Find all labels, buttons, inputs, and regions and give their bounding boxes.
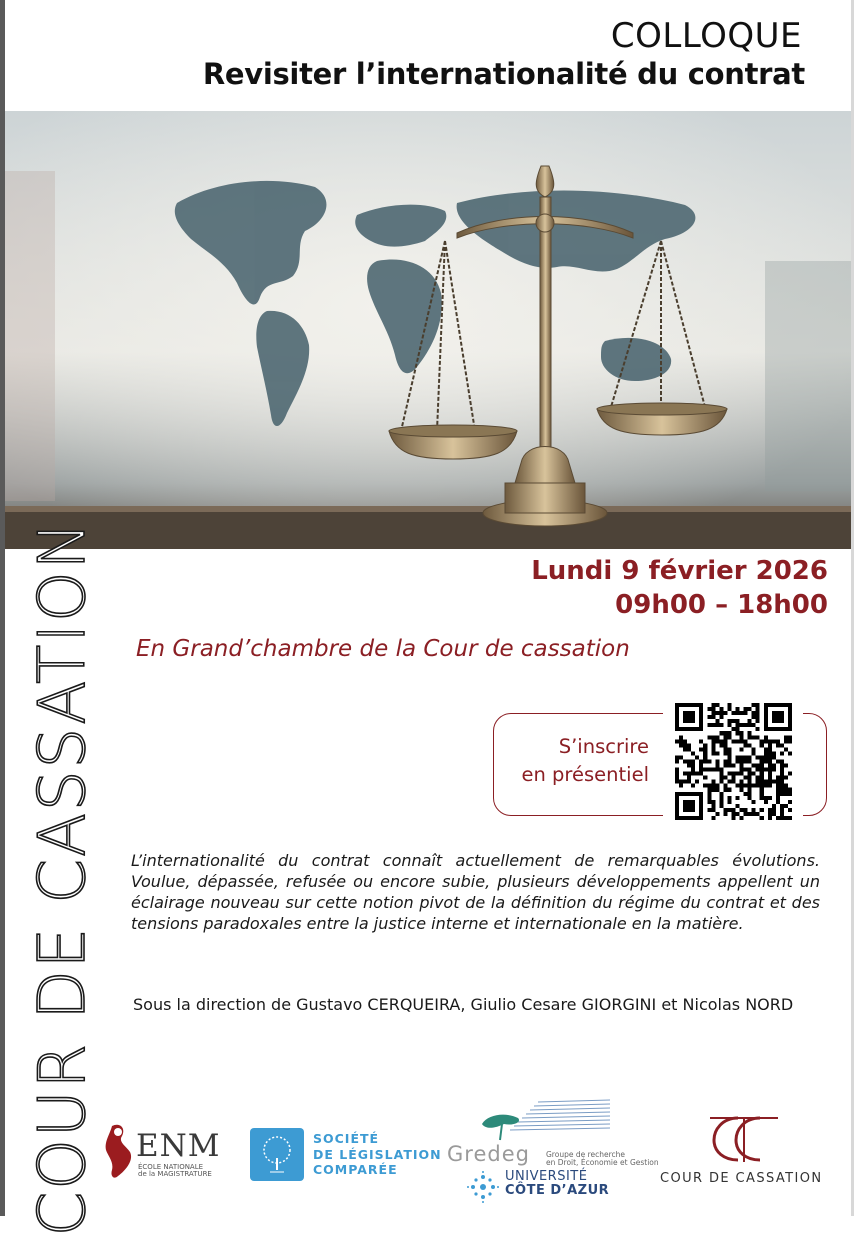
gredeg-logo-name: Gredeg (447, 1142, 530, 1166)
qr-code-icon[interactable] (663, 700, 803, 822)
enm-sub-line-1: ÉCOLE NATIONALE (138, 1163, 204, 1171)
uca-line-2: CÔTE D’AZUR (505, 1183, 610, 1198)
uca-line-1: UNIVERSITÉ (505, 1169, 588, 1184)
event-venue: En Grand’chambre de la Cour de cassation (136, 636, 630, 662)
event-title: Revisiter l’internationalité du contrat (202, 57, 805, 91)
gredeg-logo-icon (478, 1098, 612, 1144)
tree-icon (250, 1128, 304, 1181)
enm-logo-icon (104, 1122, 136, 1180)
slc-logo-text (313, 1131, 442, 1178)
cour-de-cassation-logo-name: COUR DE CASSATION (660, 1171, 823, 1186)
registration-line-1: S’inscrire (558, 735, 649, 758)
cour-de-cassation-vertical-text: COUR DE CASSATION (26, 519, 100, 1236)
enm-logo-subtitle (138, 1164, 212, 1178)
gredeg-sub-line-2: en Droit, Économie et Gestion (546, 1158, 659, 1167)
gredeg-logo-subtitle (546, 1151, 659, 1167)
uca-logo-text (505, 1170, 609, 1198)
event-time: 09h00 – 18h00 (615, 590, 828, 620)
event-type: COLLOQUE (610, 16, 802, 56)
event-date: Lundi 9 février 2026 (531, 556, 828, 586)
slc-line-1: SOCIÉTÉ (313, 1131, 380, 1146)
uca-logo-icon (466, 1170, 500, 1204)
gredeg-sub-line-1: Groupe de recherche (546, 1150, 626, 1159)
enm-logo-name: ENM (136, 1128, 221, 1164)
cour-de-cassation-logo-icon (708, 1112, 780, 1166)
hero-image (5, 111, 851, 549)
slc-logo-icon (250, 1128, 304, 1181)
registration-label[interactable] (497, 733, 649, 789)
enm-sub-line-2: de la MAGISTRATURE (138, 1170, 212, 1178)
registration-line-2: en présentiel (521, 763, 649, 786)
slc-line-2: DE LÉGISLATION (313, 1146, 442, 1162)
direction-credits: Sous la direction de Gustavo CERQUEIRA, Giulio Cesare GIORGINI et Nicolas NORD (133, 995, 794, 1014)
slc-line-3: COMPARÉE (313, 1162, 398, 1177)
intro-paragraph: L’internationalité du contrat connaît actuellement de remarquables évolutions. Voulue, dépassée, refusée ou encore subie, plusieurs développements appellent un éclairage nouveau sur cette notion pivot de la définition du régime du contrat et des tensions paradoxales entre la justice interne et internationale en la matière. (131, 851, 820, 933)
scales-of-justice-illustration (5, 111, 851, 549)
qr-code-graphic (675, 703, 792, 820)
